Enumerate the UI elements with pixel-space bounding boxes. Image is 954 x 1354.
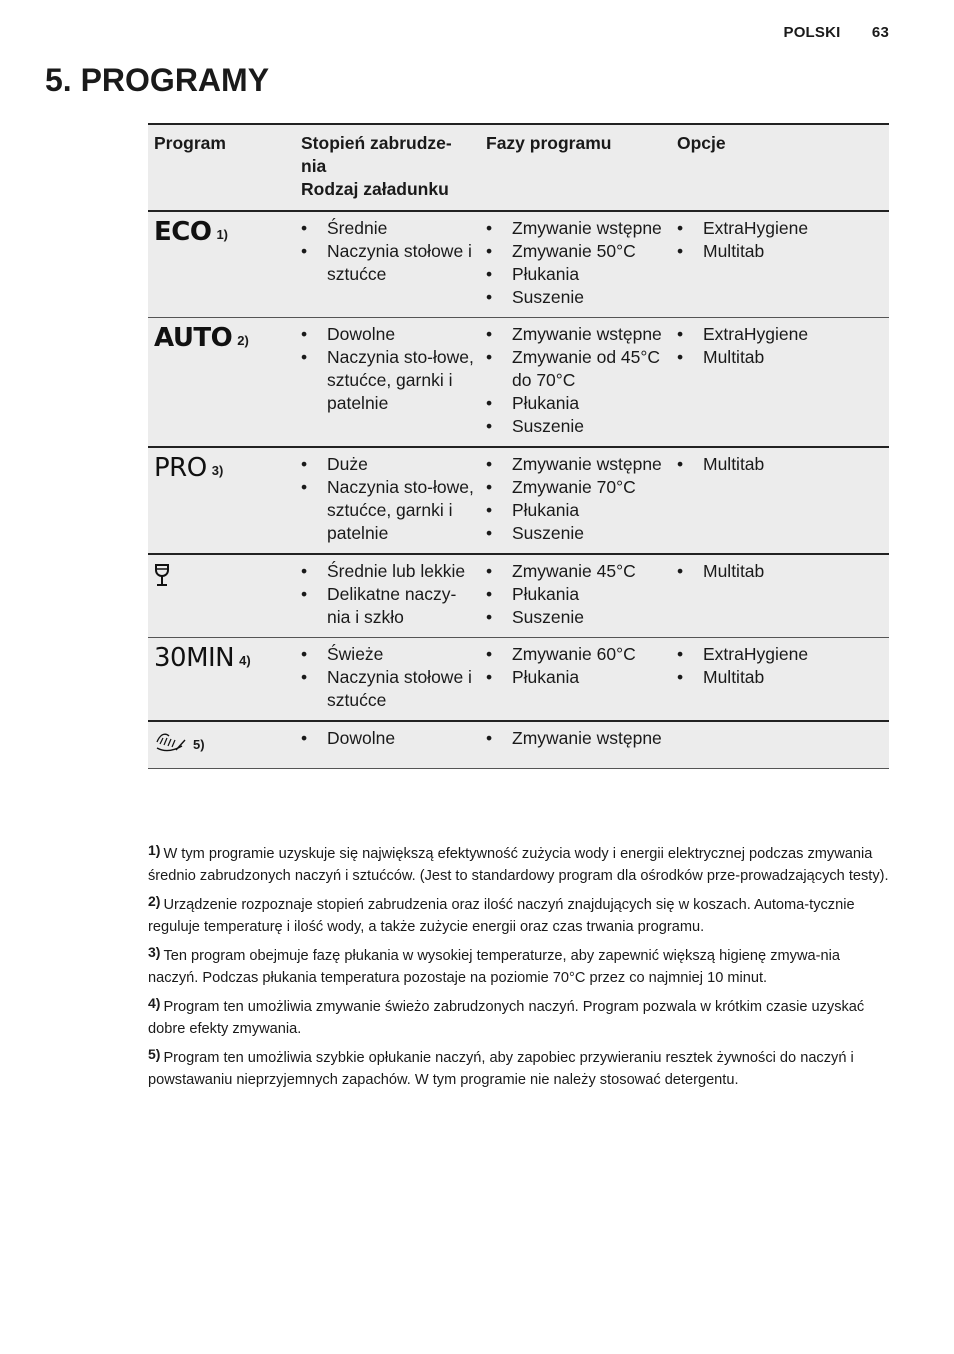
program-cell bbox=[148, 638, 295, 722]
list-item: • Płukania bbox=[486, 263, 665, 286]
options-cell bbox=[671, 721, 889, 769]
phases-cell bbox=[480, 211, 671, 318]
footnote-text: Program ten umożliwia zmywanie świeżo zabrudzonych naczyń. Program pozwala w krótkim czasie uzyskać dobre efekty zmywania. bbox=[148, 999, 865, 1037]
table-row bbox=[148, 638, 889, 722]
footnote-text: Program ten umożliwia szybkie opłukanie naczyń, aby zapobiec przywieraniu resztek żywności do naczyń i powstawaniu nieprzyjemnych zapachów. W tym programie nie należy stosować detergentu. bbox=[148, 1050, 854, 1088]
list-item: • Multitab bbox=[677, 346, 883, 369]
options-cell bbox=[671, 211, 889, 318]
footnote-mark: 4) bbox=[148, 995, 161, 1011]
col-header-program: Program bbox=[154, 133, 226, 153]
list-item: • Płukania bbox=[486, 583, 665, 606]
list-item: • Zmywanie 70°C bbox=[486, 476, 665, 499]
soil-load-cell bbox=[295, 318, 480, 448]
program-cell bbox=[148, 447, 295, 554]
list-item: • Średnie bbox=[301, 217, 474, 240]
section-title: 5. PROGRAMY bbox=[45, 62, 270, 98]
footnote bbox=[148, 1044, 889, 1091]
table-row bbox=[148, 318, 889, 448]
footnote bbox=[148, 942, 889, 989]
footnote-ref: 1) bbox=[216, 227, 229, 242]
list-item: • Suszenie bbox=[486, 415, 665, 438]
list-item: • Multitab bbox=[677, 666, 883, 689]
footnote-ref: 4) bbox=[239, 653, 251, 668]
table-header-row bbox=[148, 124, 889, 211]
footnote bbox=[148, 993, 889, 1040]
list-item: • Naczynia sto-łowe, sztućce, garnki i patelnie bbox=[301, 346, 474, 415]
list-item: • Zmywanie 50°C bbox=[486, 240, 665, 263]
footnote-mark: 3) bbox=[148, 944, 161, 960]
program-cell bbox=[148, 721, 295, 769]
footnote-text: W tym programie uzyskuje się największą efektywność zużycia wody i energii elektrycznej podczas zmywania średnio zabrudzonych naczyń i sztućców. (Jest to standardowy program dla ośrodków prze-prowadzających testy). bbox=[148, 846, 889, 884]
list-item: • Suszenie bbox=[486, 522, 665, 545]
list-item: • Zmywanie wstępne bbox=[486, 453, 665, 476]
options-cell bbox=[671, 318, 889, 448]
table-row bbox=[148, 721, 889, 769]
rinse-hold-icon bbox=[154, 730, 188, 760]
program-eco-label: ECO bbox=[154, 217, 212, 247]
list-item: • Dowolne bbox=[301, 727, 474, 750]
footnote-ref: 5) bbox=[193, 737, 205, 752]
program-cell bbox=[148, 554, 295, 638]
footnote-mark: 5) bbox=[148, 1046, 161, 1062]
list-item: • Zmywanie wstępne bbox=[486, 217, 665, 240]
phases-cell bbox=[480, 447, 671, 554]
list-item: • Zmywanie wstępne bbox=[486, 727, 665, 750]
running-header bbox=[783, 24, 889, 41]
options-cell bbox=[671, 447, 889, 554]
soil-load-cell bbox=[295, 638, 480, 722]
soil-load-cell bbox=[295, 211, 480, 318]
list-item: • Suszenie bbox=[486, 286, 665, 309]
footnote-text: Ten program obejmuje fazę płukania w wysokiej temperaturze, aby zapewnić większą higienę zmywa-nia naczyń. Podczas płukania temperatura pozostaje na poziomie 70°C przez co najmniej 10 minut. bbox=[148, 948, 840, 986]
list-item: • Dowolne bbox=[301, 323, 474, 346]
list-item: • Płukania bbox=[486, 392, 665, 415]
soil-load-cell bbox=[295, 721, 480, 769]
footnote bbox=[148, 891, 889, 938]
list-item: • Świeże bbox=[301, 643, 474, 666]
options-cell bbox=[671, 554, 889, 638]
footnote-ref: 2) bbox=[237, 333, 249, 348]
footnote-text: Urządzenie rozpoznaje stopień zabrudzenia oraz ilość naczyń znajdujących się w koszach. Automa-tycznie reguluje temperaturę i ilość wody, a także zużycie energii oraz czas trwania programu. bbox=[148, 897, 855, 935]
list-item: • ExtraHygiene bbox=[677, 323, 883, 346]
list-item: • Suszenie bbox=[486, 606, 665, 629]
list-item: • Płukania bbox=[486, 666, 665, 689]
program-30min-label: 30MIN bbox=[154, 643, 235, 673]
program-cell bbox=[148, 211, 295, 318]
col-header-options: Opcje bbox=[677, 133, 726, 153]
list-item: • Delikatne naczy-nia i szkło bbox=[301, 583, 474, 629]
list-item: • ExtraHygiene bbox=[677, 643, 883, 666]
wine-glass-icon bbox=[154, 563, 170, 593]
list-item: • Zmywanie 60°C bbox=[486, 643, 665, 666]
phases-cell bbox=[480, 318, 671, 448]
list-item: • Zmywanie od 45°C do 70°C bbox=[486, 346, 665, 392]
table-row bbox=[148, 211, 889, 318]
soil-load-cell bbox=[295, 554, 480, 638]
programs-table bbox=[148, 123, 889, 769]
list-item: • Multitab bbox=[677, 240, 883, 263]
footnotes bbox=[148, 840, 889, 1095]
footnote bbox=[148, 840, 889, 887]
phases-cell bbox=[480, 721, 671, 769]
options-cell bbox=[671, 638, 889, 722]
list-item: • Duże bbox=[301, 453, 474, 476]
table-row bbox=[148, 554, 889, 638]
soil-load-cell bbox=[295, 447, 480, 554]
phases-cell bbox=[480, 554, 671, 638]
footnote-mark: 1) bbox=[148, 842, 161, 858]
col-header-soil-load: Stopień zabrudze- nia Rodzaj załadunku bbox=[301, 133, 452, 199]
footnote-mark: 2) bbox=[148, 893, 161, 909]
list-item: • ExtraHygiene bbox=[677, 217, 883, 240]
program-cell bbox=[148, 318, 295, 448]
list-item: • Płukania bbox=[486, 499, 665, 522]
program-auto-label: AUTO bbox=[154, 323, 233, 353]
page-number: 63 bbox=[871, 24, 889, 41]
list-item: • Naczynia stołowe i sztućce bbox=[301, 666, 474, 712]
list-item: • Multitab bbox=[677, 560, 883, 583]
table-row bbox=[148, 447, 889, 554]
list-item: • Naczynia sto-łowe, sztućce, garnki i patelnie bbox=[301, 476, 474, 545]
list-item: • Średnie lub lekkie bbox=[301, 560, 474, 583]
list-item: • Zmywanie 45°C bbox=[486, 560, 665, 583]
footnote-ref: 3) bbox=[211, 463, 224, 478]
header-language: POLSKI bbox=[783, 24, 841, 41]
list-item: • Multitab bbox=[677, 453, 883, 476]
list-item: • Zmywanie wstępne bbox=[486, 323, 665, 346]
program-pro-label: PRO bbox=[154, 453, 207, 483]
col-header-phases: Fazy programu bbox=[486, 133, 612, 153]
list-item: • Naczynia stołowe i sztućce bbox=[301, 240, 474, 286]
phases-cell bbox=[480, 638, 671, 722]
